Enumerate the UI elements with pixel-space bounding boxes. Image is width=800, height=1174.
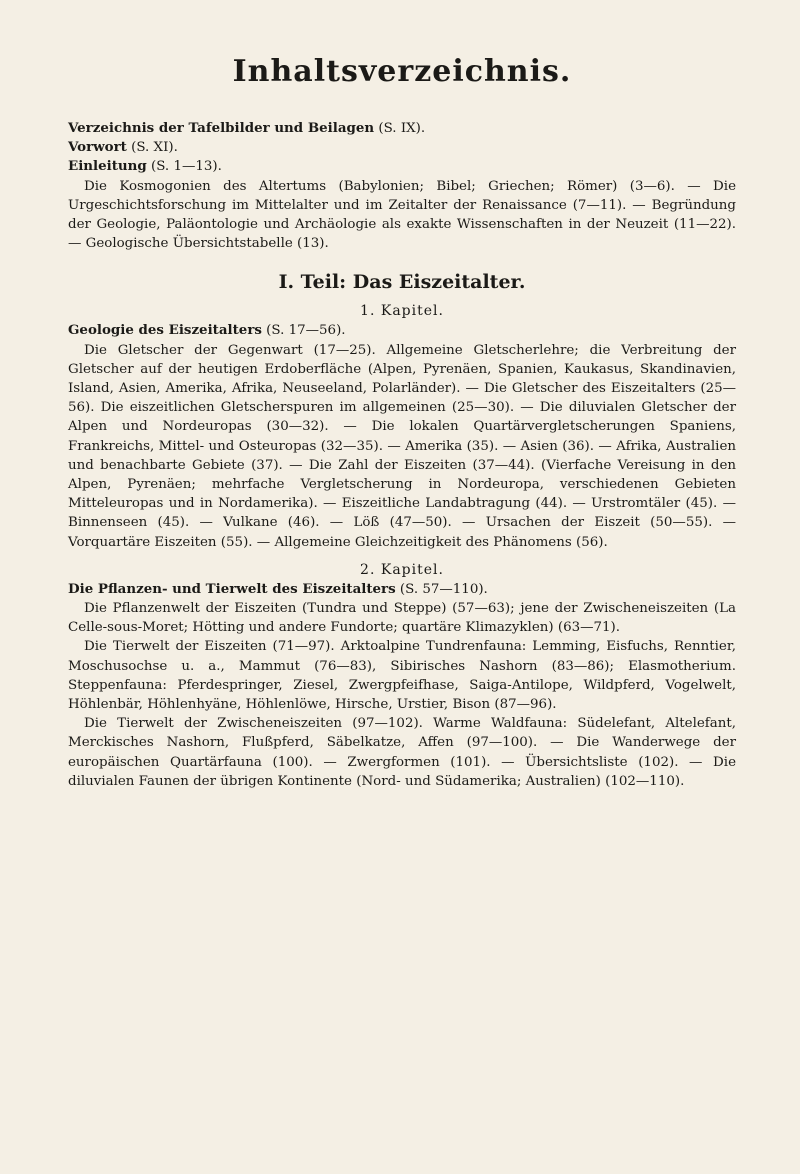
toc-entry-figures — [68, 119, 736, 138]
chapter-label: 2. Kapitel. — [360, 561, 444, 578]
toc-entry-pages: (S. 1—13). — [146, 159, 222, 175]
introduction-summary: Die Kosmogonien des Altertums (Babylonien; Bibel; Griechen; Römer) (3—6). — Die Urgeschichtsforschung im Mittelalter und im Zeitalter der Renaissance (7—11). — Begründung der Geologie, Paläontologie und Archäologie als exakte Wissenschaften in der Neuzeit (11—22). — Geologische Übersichtstabelle (13). — [68, 178, 736, 252]
chapter-summary: Die Tierwelt der Zwischeneiszeiten (97—102). Warme Waldfauna: Südelefant, Altelefant, Merckisches Nashorn, Flußpferd, Säbelkatze, Affen (97—100). — Die Wanderwege der europäischen Quartärfauna (100). — Zwergformen (101). — Übersichtsliste (102). — Die diluvialen Faunen der übrigen Kontinente (Nord- und Südamerika; Australien) (102—110). — [68, 716, 736, 789]
chapter-title: Geologie des Eiszeitalters — [68, 322, 262, 339]
chapter-summary: Die Gletscher der Gegenwart (17—25). Allgemeine Gletscherlehre; die Verbreitung der Gletscher auf der heutigen Erdoberfläche (Alpen, Pyrenäen, Spanien, Kaukasus, Skandinavien, Island, Asien, Amerika, Afrika, Neuseeland, Polarländer). — Die Gletscher des Eiszeitalters (25—56). Die eiszeitlichen Gletscherspuren im allgemeinen (25—30). — Die diluvialen Gletscher der Alpen und Nordeuropas (30—32). — Die lokalen Quartärvergletscherungen Spaniens, Frankreichs, Mittel- und Osteuropas (32—35). — Amerika (35). — Asien (36). — Afrika, Australien und benachbarte Gebiete (37). — Die Zahl der Eiszeiten (37—44). (Vierfache Vereisung in den Alpen, Pyrenäen; mehrfache Vergletscherung in Nordeuropa, verschiedenen Gebieten Mitteleuropas und in Nordamerika). — Eiszeitliche Landabtragung (44). — Urstromtäler (45). — Binnenseen (45). — Vulkane (46). — Löß (47—50). — Ursachen der Eiszeit (50—55). — Vorquartäre Eiszeiten (55). — Allgemeine Gleichzeitigkeit des Phänomens (56). — [68, 342, 736, 550]
toc-entry-pages: (S. IX). — [374, 121, 426, 136]
toc-page — [68, 54, 736, 791]
chapter-heading — [68, 321, 736, 340]
chapter-pages: (S. 17—56). — [261, 323, 346, 339]
page-title: Inhaltsverzeichnis. — [232, 54, 572, 89]
chapter-heading — [68, 580, 736, 599]
chapter-title: Die Pflanzen- und Tierwelt des Eiszeitalters — [68, 580, 396, 597]
toc-entry-preface — [68, 138, 736, 157]
part-heading: I. Teil: Das Eiszeitalter. — [278, 271, 526, 294]
chapter-summary: Die Pflanzenwelt der Eiszeiten (Tundra und Steppe) (57—63); jene der Zwischeneiszeiten (La Celle-sous-Moret; Hötting und andere Fundorte; quartäre Klimazyklen) (63—71). — [68, 601, 736, 636]
toc-entry-introduction — [68, 157, 736, 176]
chapter-pages: (S. 57—110). — [395, 581, 488, 597]
toc-entry-label: Verzeichnis der Tafelbilder und Beilagen — [68, 120, 375, 136]
toc-entry-pages: (S. XI). — [126, 140, 178, 156]
toc-entry-label: Vorwort — [68, 139, 127, 156]
chapter-summary: Die Tierwelt der Eiszeiten (71—97). Arktoalpine Tundrenfauna: Lemming, Eisfuchs, Renntier, Moschusochse u. a., Mammut (76—83), Sibirisches Nashorn (83—86); Elasmotherium. Steppenfauna: Pferdespringer, Ziesel, Zwergpfeifhase, Saiga-Antilope, Wildpferd, Vogelwelt, Höhlenbär, Höhlenhyäne, Höhlenlöwe, Hirsche, Urstier, Bison (87—96). — [68, 639, 736, 713]
chapter-label: 1. Kapitel. — [360, 303, 444, 320]
toc-entry-label: Einleitung — [68, 158, 147, 175]
